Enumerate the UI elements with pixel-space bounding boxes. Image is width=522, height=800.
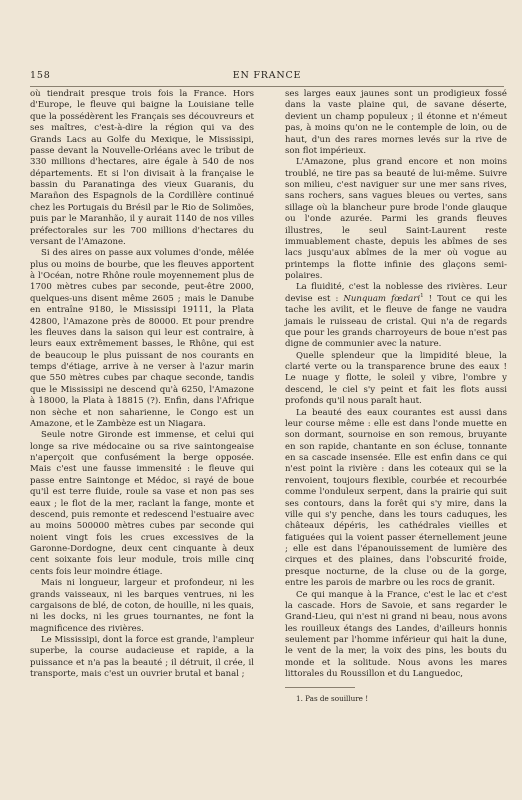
running-title: EN FRANCE [232,70,302,81]
paragraph: Le Mississipi, dont la force est grande, l'ampleur superbe, la course audacieuse et rapide, a la puissance et n'a pas la beauté ; il détruit, il crée, il transporte, mais c'est un ouvrier brutal et banal ; [30,635,254,680]
paragraph: Quelle splendeur que la limpidité bleue, la clarté verte ou la transparence brune des eaux ! Le nuage y flotte, le soleil y vibre, l'ombre y descend, le ciel s'y peint et fait les flots aussi profonds qu'il nous paraît haut. [285,350,507,407]
paragraph: La beauté des eaux courantes est aussi dans leur course même : elle est dans l'onde muette en son dormant, sournoise en son remous, bruyante en son rapide, chantante en son écluse, tonnante en sa cascade insensée. Elle est enfin dans ce qui n'est point la rivière : dans les coteaux qui se la renvoient, toujours flexible, courbée et recourbée comme l'onduleux serpent, dans la prairie qui suit ses contours, dans la forêt qui s'y mire, dans la ville qui s'y penche, dans les tours caduques, les châteaux dépéris, les cathédrales vieilles et fatiguées qui la voient passer éternellement jeune ; elle est dans l'épanouissement de lumière des cirques et des plaines, dans l'obscurité froide, presque nocturne, de la cluse ou de la gorge, entre les parois de marbre ou les rocs de granit. [285,407,507,589]
footnote-ref: 1 [420,292,424,299]
paragraph: Ce qui manque à la France, c'est le lac et c'est la cascade. Hors de Savoie, et sans regarder le Grand-Lieu, qui n'est ni grand ni beau, nous avons les rouilleux étangs des Landes, d'ailleurs honnis seulement par l'homme inférieur qui hait la dune, le vent de la mer, la voix des pins, les bouts du monde et la solitude. Nous avons les mares littorales du Roussillon et du Languedoc, [285,589,507,680]
motto-after: ! Tout ce qui les tache les avilit, et le fleuve de fange ne vaudra jamais le ruisseau de cristal. Qui n'a de regards que pour les grands charroyeurs de boue n'est pas digne de communier avec la nature. [285,293,507,350]
paragraph: Si des aires on passe aux volumes d'onde, mêlée plus ou moins de bourbe, que les fleuves apportent à l'Océan, notre Rhône roule moyennement plus de 1700 mètres cubes par seconde, peut-être 2000, quelques-uns disent même 2605 ; mais le Danube en entraîne 9180, le Mississipi 19111, la Plata 42800, l'Amazone près de 80000. Et pour prendre les fleuves dans la saison qui leur est contraire, à leurs eaux extrêmement basses, le Rhône, qui est de beaucoup le plus puissant de nos courants en temps d'étiage, arrive à ne verser à l'azur marin que 550 mètres cubes par chaque seconde, tandis que le Mississipi ne descend qu'à 6250, l'Amazone à 18000, la Plata à 18815 (?). Enfin, dans l'Afrique non sèche et non saharienne, le Congo est un Amazone, et le Zambèze est un Niagara. [30,248,254,429]
paragraph: Seule notre Gironde est immense, et celui qui longe sa rive médocaine ou sa rive saintongeaise n'aperçoit que confusément la berge opposée. Mais c'est une fausse immensité : le fleuve qui passe entre Saintonge et Médoc, si rayé de boue qu'il est terre fluide, roule sa vase et non pas ses eaux ; le flot de la mer, raclant la fange, monte et descend, puis remonte et redescend l'estuaire avec au moins 500000 mètres cubes par seconde qui noient vingt fois les crues excessives de la Garonne-Dordogne, deux cent cinquante à deux cent soixante fois leur module, trois mille cinq cents fois leur moindre étiage. [30,430,254,577]
paragraph [285,282,507,350]
paragraph: où tiendrait presque trois fois la France. Hors d'Europe, le fleuve qui baigne la Louisiane telle que la possédèrent les Français ses découvreurs et ses maîtres, c'est-à-dire la région qui va des Grands Lacs au Golfe du Mexique, le Mississipi, passe devant la Nouvelle-Orléans avec le tribut de 330 millions d'hectares, aire égale à 540 de nos départements. Et si l'on divisait à la française le bassin du Paranatinga des vieux Guaranis, du Marañon des Espagnols de la Cordillère continué chez les Portugais du Brésil par le Rio de Solimões, puis par le Maranhão, il y aurait 1140 de nos villes préfectorales sur les 700 millions d'hectares du versant de l'Amazone. [30,89,254,247]
left-column [30,89,254,681]
page-number: 158 [30,70,51,81]
paragraph: L'Amazone, plus grand encore et non moins troublé, ne tire pas sa beauté de lui-même. Suivre son milieu, c'est naviguer sur une mer sans rives, sans rochers, sans vagues bleues ou vertes, sans sillage où la blancheur pure brode l'onde glauque ou l'onde azurée. Parmi les grands fleuves illustres, le seul Saint-Laurent reste immuablement chaste, depuis les abîmes de ses lacs jusqu'aux abîmes de la mer où vogue au printemps la flotte infinie des glaçons semi-polaires. [285,157,507,281]
paragraph: Mais ni longueur, largeur et profondeur, ni les grands vaisseaux, ni les barques ventrues, ni les cargaisons de blé, de coton, de houille, ni les quais, ni les docks, ni les grues tournantes, ne font la magnificence des rivières. [30,578,254,634]
latin-motto: Nunquam fœdari [343,293,421,304]
header-rule [30,86,504,87]
footnote: 1. Pas de souillure ! [296,693,369,703]
page-header [30,70,504,84]
footnote-rule [285,687,355,688]
motto-lead: La fluidité, c'est la noblesse des rivières. Leur devise est : [285,282,507,304]
paragraph: ses larges eaux jaunes sont un prodigieux fossé dans la vaste plaine qui, de savane déserte, devient un champ populeux ; il étonne et n'émeut pas, à moins qu'on ne le contemple de loin, ou de haut, d'un des rares mornes levés sur la rive de son flot impérieux. [285,89,507,156]
right-column [285,89,507,703]
